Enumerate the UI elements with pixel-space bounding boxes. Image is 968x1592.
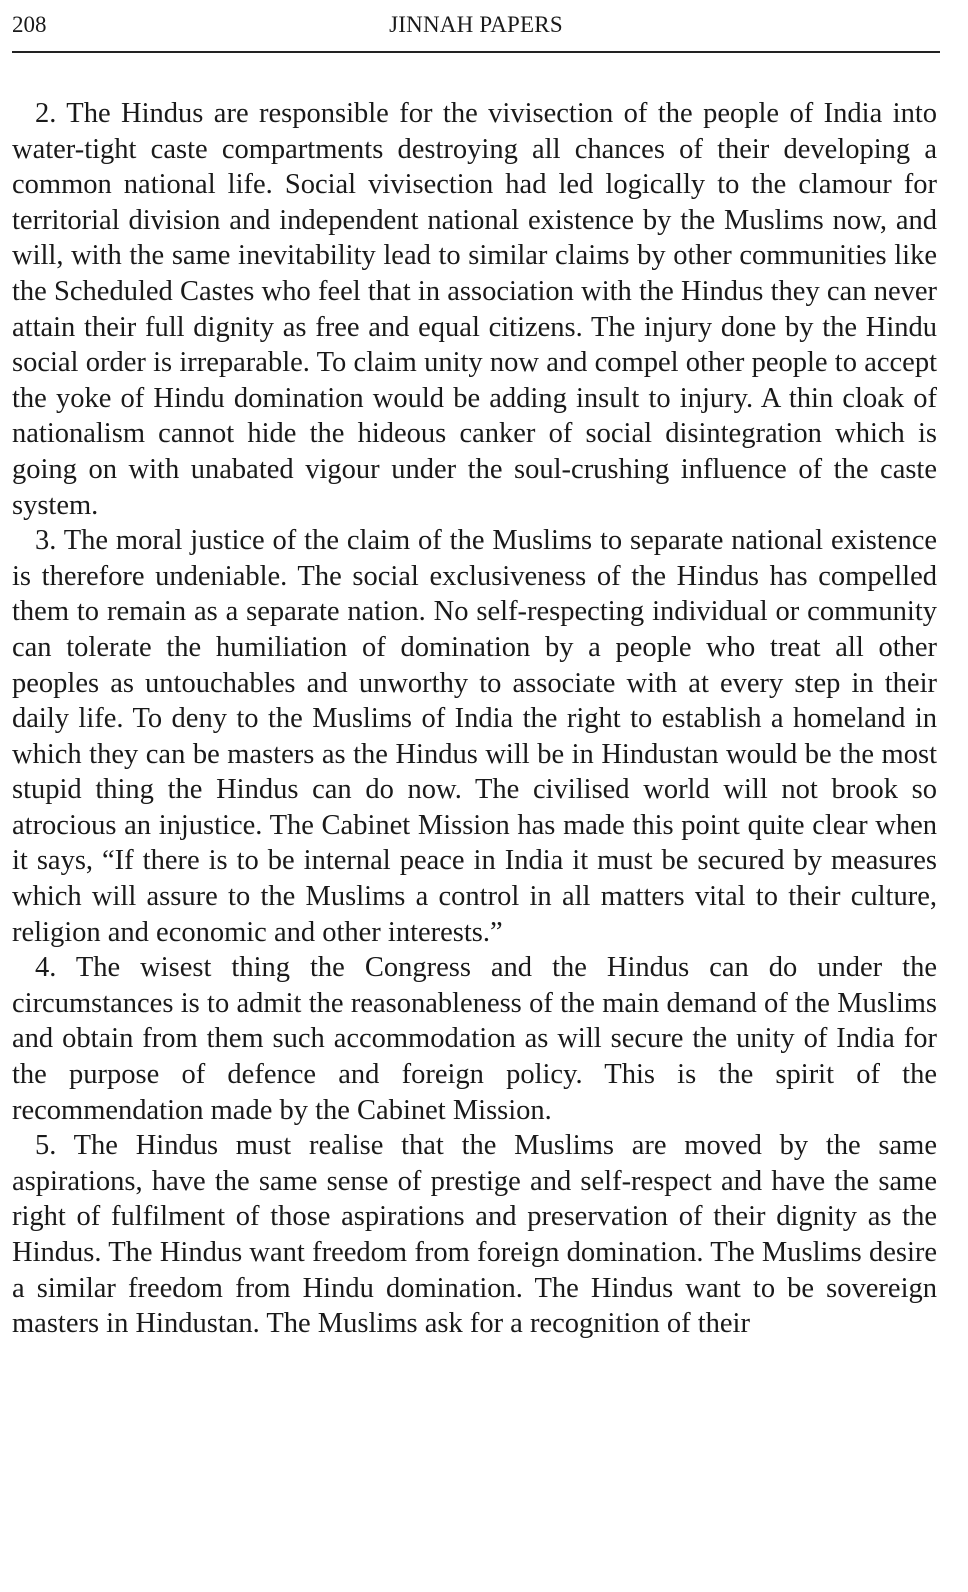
paragraph-2: 2. The Hindus are responsible for the vivisection of the people of India into water-tight caste compartments destroying all chances of their developing a common national life. Social vivisection had led logically to the clamour for territorial division and independent national existence by the Muslims now, and will, with the same inevitability lead to similar claims by other communities like the Scheduled Castes who feel that in association with the Hindus they can never attain their full dignity as free and equal citizens. The injury done by the Hindu social order is irreparable. To claim unity now and compel other people to accept the yoke of Hindu domination would be adding insult to injury. A thin cloak of nationalism cannot hide the hideous canker of social disintegration which is going on with unabated vigour under the soul-crushing influence of the caste system. [12,98,937,521]
running-title: JINNAH PAPERS [389,12,563,37]
running-head [12,10,940,42]
paragraph-4: 4. The wisest thing the Congress and the Hindus can do under the circumstances is to admit the reasonableness of the main demand of the Muslims and obtain from them such accommodation as will secure the unity of India for the purpose of defence and foreign policy. This is the spirit of the recommendation made by the Cabinet Mission. [12,952,937,1126]
paragraph-5: 5. The Hindus must realise that the Muslims are moved by the same aspirations, have the same sense of prestige and self-respect and have the same right of fulfilment of those aspirations and preservation of their dignity as the Hindus. The Hindus want freedom from foreign domination. The Muslims desire a similar freedom from Hindu domination. The Hindus want to be sovereign masters in Hindustan. The Muslims ask for a recognition of their [12,1130,937,1340]
header-rule [12,51,940,53]
paragraph-3: 3. The moral justice of the claim of the Muslims to separate national existence is therefore undeniable. The social exclusiveness of the Hindus has compelled them to remain as a separate nation. No self-respecting individual or community can tolerate the humiliation of domination by a people who treat all other peoples as untouchables and unworthy to associate with at every step in their daily life. To deny to the Muslims of India the right to establish a homeland in which they can be masters as the Hindus will be in Hindustan would be the most stupid thing the Hindus can do now. The civilised world will not brook so atrocious an injustice. The Cabinet Mission has made this point quite clear when it says, “If there is to be internal peace in India it must be secured by measures which will assure to the Muslims a control in all matters vital to their culture, religion and economic and other interests.” [12,525,937,948]
page-number: 208 [12,12,47,37]
body-text [12,96,937,1342]
